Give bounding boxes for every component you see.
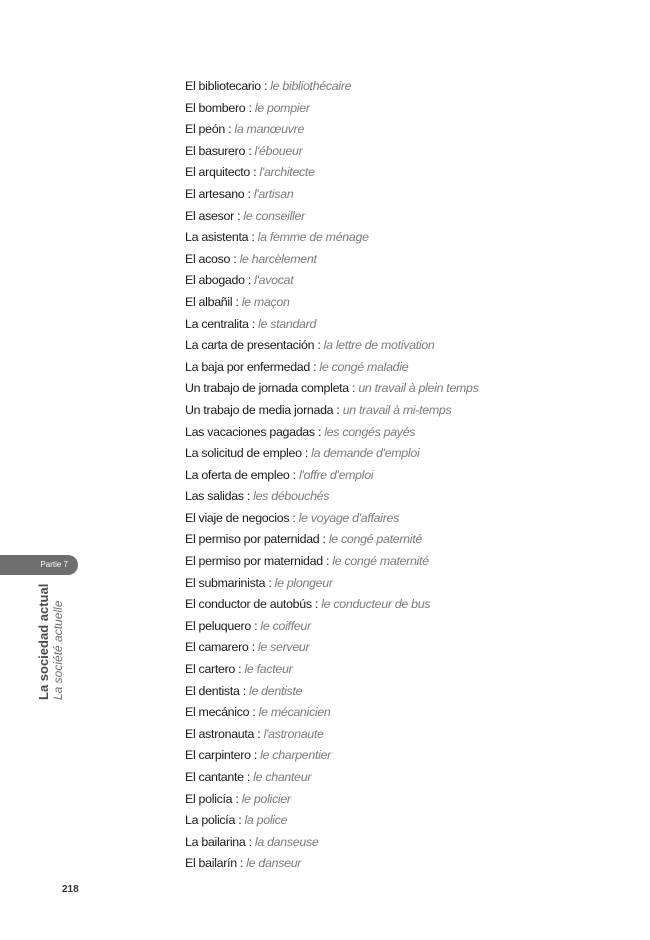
french-translation: le bibliothécaire xyxy=(270,79,352,93)
french-translation: le facteur xyxy=(244,662,293,677)
term-separator: : xyxy=(243,770,254,784)
part-tab xyxy=(0,555,78,575)
vocab-entry xyxy=(185,357,479,379)
french-translation: le chanteur xyxy=(253,770,312,784)
french-translation: les congés payés xyxy=(324,424,416,439)
spanish-term: El peón xyxy=(185,122,225,137)
spanish-term: El bombero xyxy=(185,100,246,115)
french-translation: la police xyxy=(244,813,288,828)
term-separator: : xyxy=(348,381,359,396)
vocab-entry xyxy=(185,853,479,875)
spanish-term: El cantante xyxy=(185,770,244,784)
term-separator: : xyxy=(243,489,254,504)
term-separator: : xyxy=(311,597,322,612)
spanish-term: El carpintero xyxy=(185,748,251,763)
french-translation: l'artisan xyxy=(253,186,294,201)
french-translation: l'astronaute xyxy=(263,726,324,741)
spanish-term: La asistenta xyxy=(185,230,249,245)
vocab-entry xyxy=(185,270,479,292)
spanish-term: Un trabajo de media jornada xyxy=(185,402,334,417)
spanish-term: Las vacaciones pagadas xyxy=(185,424,315,439)
vocab-entry xyxy=(185,832,479,854)
term-separator: : xyxy=(322,554,333,569)
term-separator: : xyxy=(254,726,264,741)
french-translation: le congé maternité xyxy=(332,554,429,569)
spanish-term: El submarinista xyxy=(185,575,266,590)
french-translation: le plongeur xyxy=(274,575,333,590)
spanish-term: El astronauta xyxy=(185,726,255,741)
french-translation: le serveur xyxy=(257,640,310,655)
spanish-term: El mecánico xyxy=(185,705,250,720)
term-separator: : xyxy=(245,143,255,158)
vocab-entry xyxy=(185,724,479,746)
french-translation: le congé paternité xyxy=(328,532,422,547)
spanish-term: El policía xyxy=(185,791,233,806)
spanish-term: El bibliotecario xyxy=(185,79,261,93)
term-separator: : xyxy=(232,791,242,806)
side-title-french: La société actuelle xyxy=(51,600,65,700)
term-separator: : xyxy=(289,467,299,482)
french-translation: la femme de ménage xyxy=(257,230,369,245)
term-separator: : xyxy=(248,640,258,655)
french-translation: le maçon xyxy=(241,294,290,309)
vocab-entry xyxy=(185,551,479,573)
term-separator: : xyxy=(248,230,258,245)
vocab-entry xyxy=(185,162,479,184)
spanish-term: La policía xyxy=(185,813,236,828)
page-number: 218 xyxy=(62,884,79,895)
term-separator: : xyxy=(248,316,259,331)
french-translation: le standard xyxy=(258,316,317,331)
term-separator: : xyxy=(314,424,325,439)
spanish-term: El cartero xyxy=(185,662,236,677)
spanish-term: El permiso por paternidad xyxy=(185,532,320,547)
vocab-entry xyxy=(185,637,479,659)
french-translation: le voyage d'affaires xyxy=(298,510,400,525)
vocab-entry xyxy=(185,400,479,422)
spanish-term: El permiso por maternidad xyxy=(185,554,323,569)
term-separator: : xyxy=(232,294,242,309)
term-separator: : xyxy=(250,748,261,763)
vocab-entry xyxy=(185,616,479,638)
spanish-term: El acoso xyxy=(185,251,231,266)
vocab-entry xyxy=(185,745,479,767)
french-translation: le dentiste xyxy=(249,683,303,698)
french-translation: l'avocat xyxy=(254,273,294,288)
spanish-term: El abogado xyxy=(185,273,245,288)
spanish-term: El asesor xyxy=(185,208,234,223)
french-translation: un travail à mi-temps xyxy=(342,402,452,417)
vocab-entry xyxy=(185,314,479,336)
spanish-term: Un trabajo de jornada completa xyxy=(185,381,349,396)
term-separator: : xyxy=(236,856,247,871)
term-separator: : xyxy=(260,79,271,93)
side-title-spanish: La sociedad actual xyxy=(36,583,51,700)
french-translation: le coiffeur xyxy=(260,618,311,633)
spanish-term: El peluquero xyxy=(185,618,251,633)
french-translation: l'éboueur xyxy=(254,143,303,158)
term-separator: : xyxy=(244,273,255,288)
french-translation: le danseur xyxy=(246,856,302,871)
vocab-entry xyxy=(185,98,479,120)
spanish-term: El albañil xyxy=(185,294,233,309)
french-translation: le pompier xyxy=(254,100,310,115)
vocab-entry xyxy=(185,573,479,595)
term-separator: : xyxy=(249,165,260,180)
french-translation: le mécanicien xyxy=(258,705,331,720)
french-translation: l'offre d'emploi xyxy=(298,467,374,482)
part-label: Partie 7 xyxy=(40,560,68,569)
side-title xyxy=(36,584,65,700)
vocab-entry xyxy=(185,486,479,508)
spanish-term: La baja por enfermedad xyxy=(185,359,310,374)
vocab-entry xyxy=(185,292,479,314)
spanish-term: El bailarín xyxy=(185,856,237,871)
term-separator: : xyxy=(309,359,320,374)
vocab-entry xyxy=(185,594,479,616)
term-separator: : xyxy=(265,575,275,590)
vocab-entry xyxy=(185,810,479,832)
spanish-term: Las salidas xyxy=(185,489,244,504)
french-translation: la danseuse xyxy=(254,834,319,849)
spanish-term: La carta de presentación xyxy=(185,338,315,353)
vocab-entry xyxy=(185,681,479,703)
term-separator: : xyxy=(244,186,254,201)
term-separator: : xyxy=(319,532,329,547)
term-separator: : xyxy=(224,122,235,137)
french-translation: le charpentier xyxy=(260,748,331,763)
spanish-term: El conductor de autobús xyxy=(185,597,312,612)
vocab-entry xyxy=(185,443,479,465)
french-translation: le policier xyxy=(241,791,291,806)
spanish-term: El artesano xyxy=(185,186,245,201)
vocabulary-list xyxy=(185,76,479,875)
vocab-entry xyxy=(185,659,479,681)
french-translation: l'architecte xyxy=(259,165,315,180)
term-separator: : xyxy=(235,813,245,828)
term-separator: : xyxy=(289,510,299,525)
french-translation: un travail à plein temps xyxy=(358,381,479,396)
vocab-entry xyxy=(185,529,479,551)
spanish-term: El arquitecto xyxy=(185,165,250,180)
term-separator: : xyxy=(245,100,255,115)
spanish-term: El dentista xyxy=(185,683,240,698)
vocab-entry xyxy=(185,76,479,98)
vocab-entry xyxy=(185,335,479,357)
spanish-term: El camarero xyxy=(185,640,249,655)
vocab-entry xyxy=(185,249,479,271)
term-separator: : xyxy=(314,338,324,353)
vocab-entry xyxy=(185,141,479,163)
french-translation: le harcèlement xyxy=(239,251,317,266)
vocab-entry xyxy=(185,227,479,249)
term-separator: : xyxy=(250,618,261,633)
term-separator: : xyxy=(245,834,255,849)
vocab-entry xyxy=(185,767,479,789)
french-translation: la lettre de motivation xyxy=(323,338,435,353)
vocab-entry xyxy=(185,378,479,400)
spanish-term: El viaje de negocios xyxy=(185,510,290,525)
vocab-entry xyxy=(185,422,479,444)
term-separator: : xyxy=(333,402,343,417)
vocab-entry xyxy=(185,184,479,206)
vocab-entry xyxy=(185,206,479,228)
vocab-entry xyxy=(185,508,479,530)
french-translation: le conseiller xyxy=(243,208,305,223)
term-separator: : xyxy=(301,446,312,461)
term-separator: : xyxy=(230,251,240,266)
vocab-entry xyxy=(185,702,479,724)
spanish-term: La oferta de empleo xyxy=(185,467,290,482)
french-translation: les débouchés xyxy=(253,489,330,504)
vocab-entry xyxy=(185,119,479,141)
french-translation: la manœuvre xyxy=(234,122,305,137)
spanish-term: La centralita xyxy=(185,316,249,331)
french-translation: la demande d'emploi xyxy=(311,446,420,461)
term-separator: : xyxy=(235,662,245,677)
vocab-entry xyxy=(185,465,479,487)
spanish-term: La bailarina xyxy=(185,834,246,849)
french-translation: le congé maladie xyxy=(319,359,409,374)
french-translation: le conducteur de bus xyxy=(321,597,431,612)
term-separator: : xyxy=(233,208,244,223)
spanish-term: La solicitud de empleo xyxy=(185,446,302,461)
term-separator: : xyxy=(239,683,249,698)
vocab-entry xyxy=(185,789,479,811)
spanish-term: El basurero xyxy=(185,143,246,158)
term-separator: : xyxy=(249,705,259,720)
